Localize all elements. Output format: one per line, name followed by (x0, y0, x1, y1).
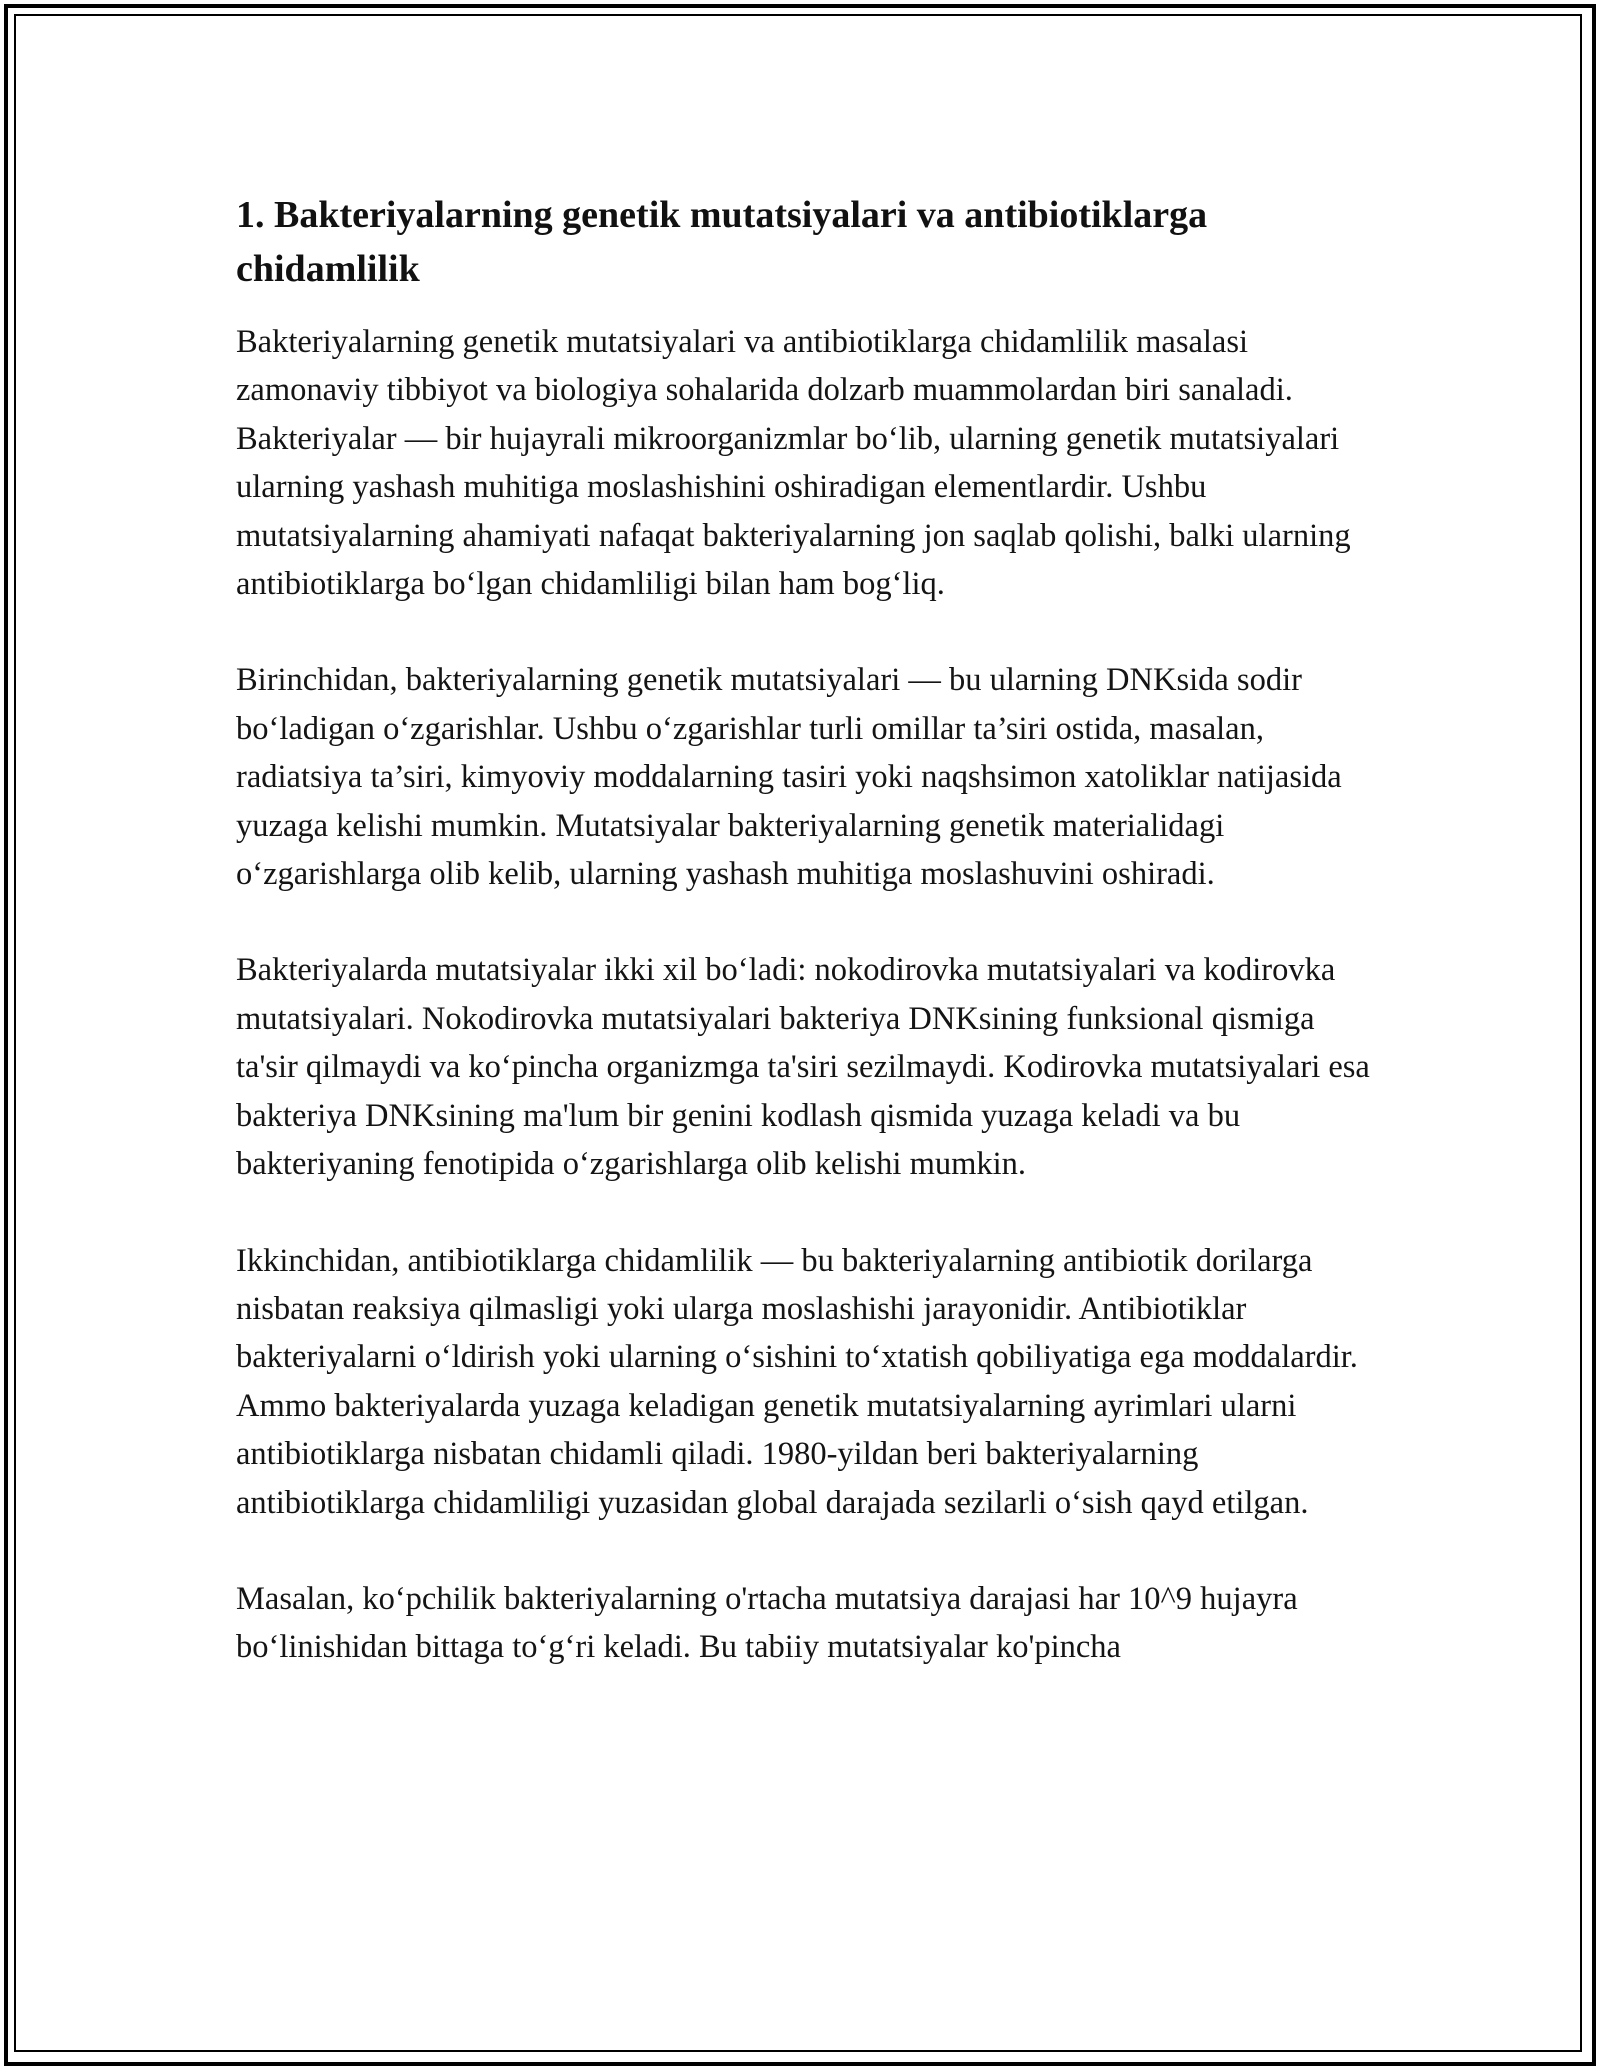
paragraph-list (236, 318, 1382, 1672)
paragraph: Masalan, ko‘pchilik bakteriyalarning o'rtacha mutatsiya darajasi har 10^9 hujayra bo‘linishidan bittaga to‘g‘ri keladi. Bu tabiiy mutatsiyalar ko'pincha (236, 1580, 1298, 1666)
section-heading: 1. Bakteriyalarning genetik mutatsiyalari va antibiotiklarga chidamlilik (236, 194, 1208, 290)
paragraph: Bakteriyalarning genetik mutatsiyalari va antibiotiklarga chidamlilik masalasi zamonaviy tibbiyot va biologiya sohalarida dolzarb muammolardan biri sanaladi. Bakteriyalar — bir hujayrali mikroorganizmlar bo‘lib, ularning genetik mutatsiyalari ularning yashash muhitiga moslashishini oshiradigan elementlardir. Ushbu mutatsiyalarning ahamiyati nafaqat bakteriyalarning jon saqlab qolishi, balki ularning antibiotiklarga bo‘lgan chidamliligi bilan ham bog‘liq. (236, 324, 1351, 603)
paragraph: Ikkinchidan, antibiotiklarga chidamlilik — bu bakteriyalarning antibiotik dorilarga nisbatan reaksiya qilmasligi yoki ularga moslashishi jarayonidir. Antibiotiklar bakteriyalarni o‘ldirish yoki ularning o‘sishini to‘xtatish qobiliyatiga ega moddalardir. Ammo bakteriyalarda yuzaga keladigan genetik mutatsiyalarning ayrimlari ularni antibiotiklarga nisbatan chidamli qiladi. 1980-yildan beri bakteriyalarning antibiotiklarga chidamliligi yuzasidan global darajada sezilarli o‘sish qayd etilgan. (236, 1242, 1358, 1521)
document-body (236, 188, 1382, 1672)
paragraph: Birinchidan, bakteriyalarning genetik mutatsiyalari — bu ularning DNKsida sodir bo‘ladigan o‘zgarishlar. Ushbu o‘zgarishlar turli omillar ta’siri ostida, masalan, radiatsiya ta’siri, kimyoviy moddalarning tasiri yoki naqshsimon xatoliklar natijasida yuzaga kelishi mumkin. Mutatsiyalar bakteriyalarning genetik materialidagi o‘zgarishlarga olib kelib, ularning yashash muhitiga moslashuvini oshiradi. (236, 662, 1342, 893)
paragraph: Bakteriyalarda mutatsiyalar ikki xil bo‘ladi: nokodirovka mutatsiyalari va kodirovka mutatsiyalari. Nokodirovka mutatsiyalari bakteriya DNKsining funksional qismiga ta'sir qilmaydi va ko‘pincha organizmga ta'siri sezilmaydi. Kodirovka mutatsiyalari esa bakteriya DNKsining ma'lum bir genini kodlash qismida yuzaga keladi va bu bakteriyaning fenotipida o‘zgarishlarga olib kelishi mumkin. (236, 952, 1370, 1183)
